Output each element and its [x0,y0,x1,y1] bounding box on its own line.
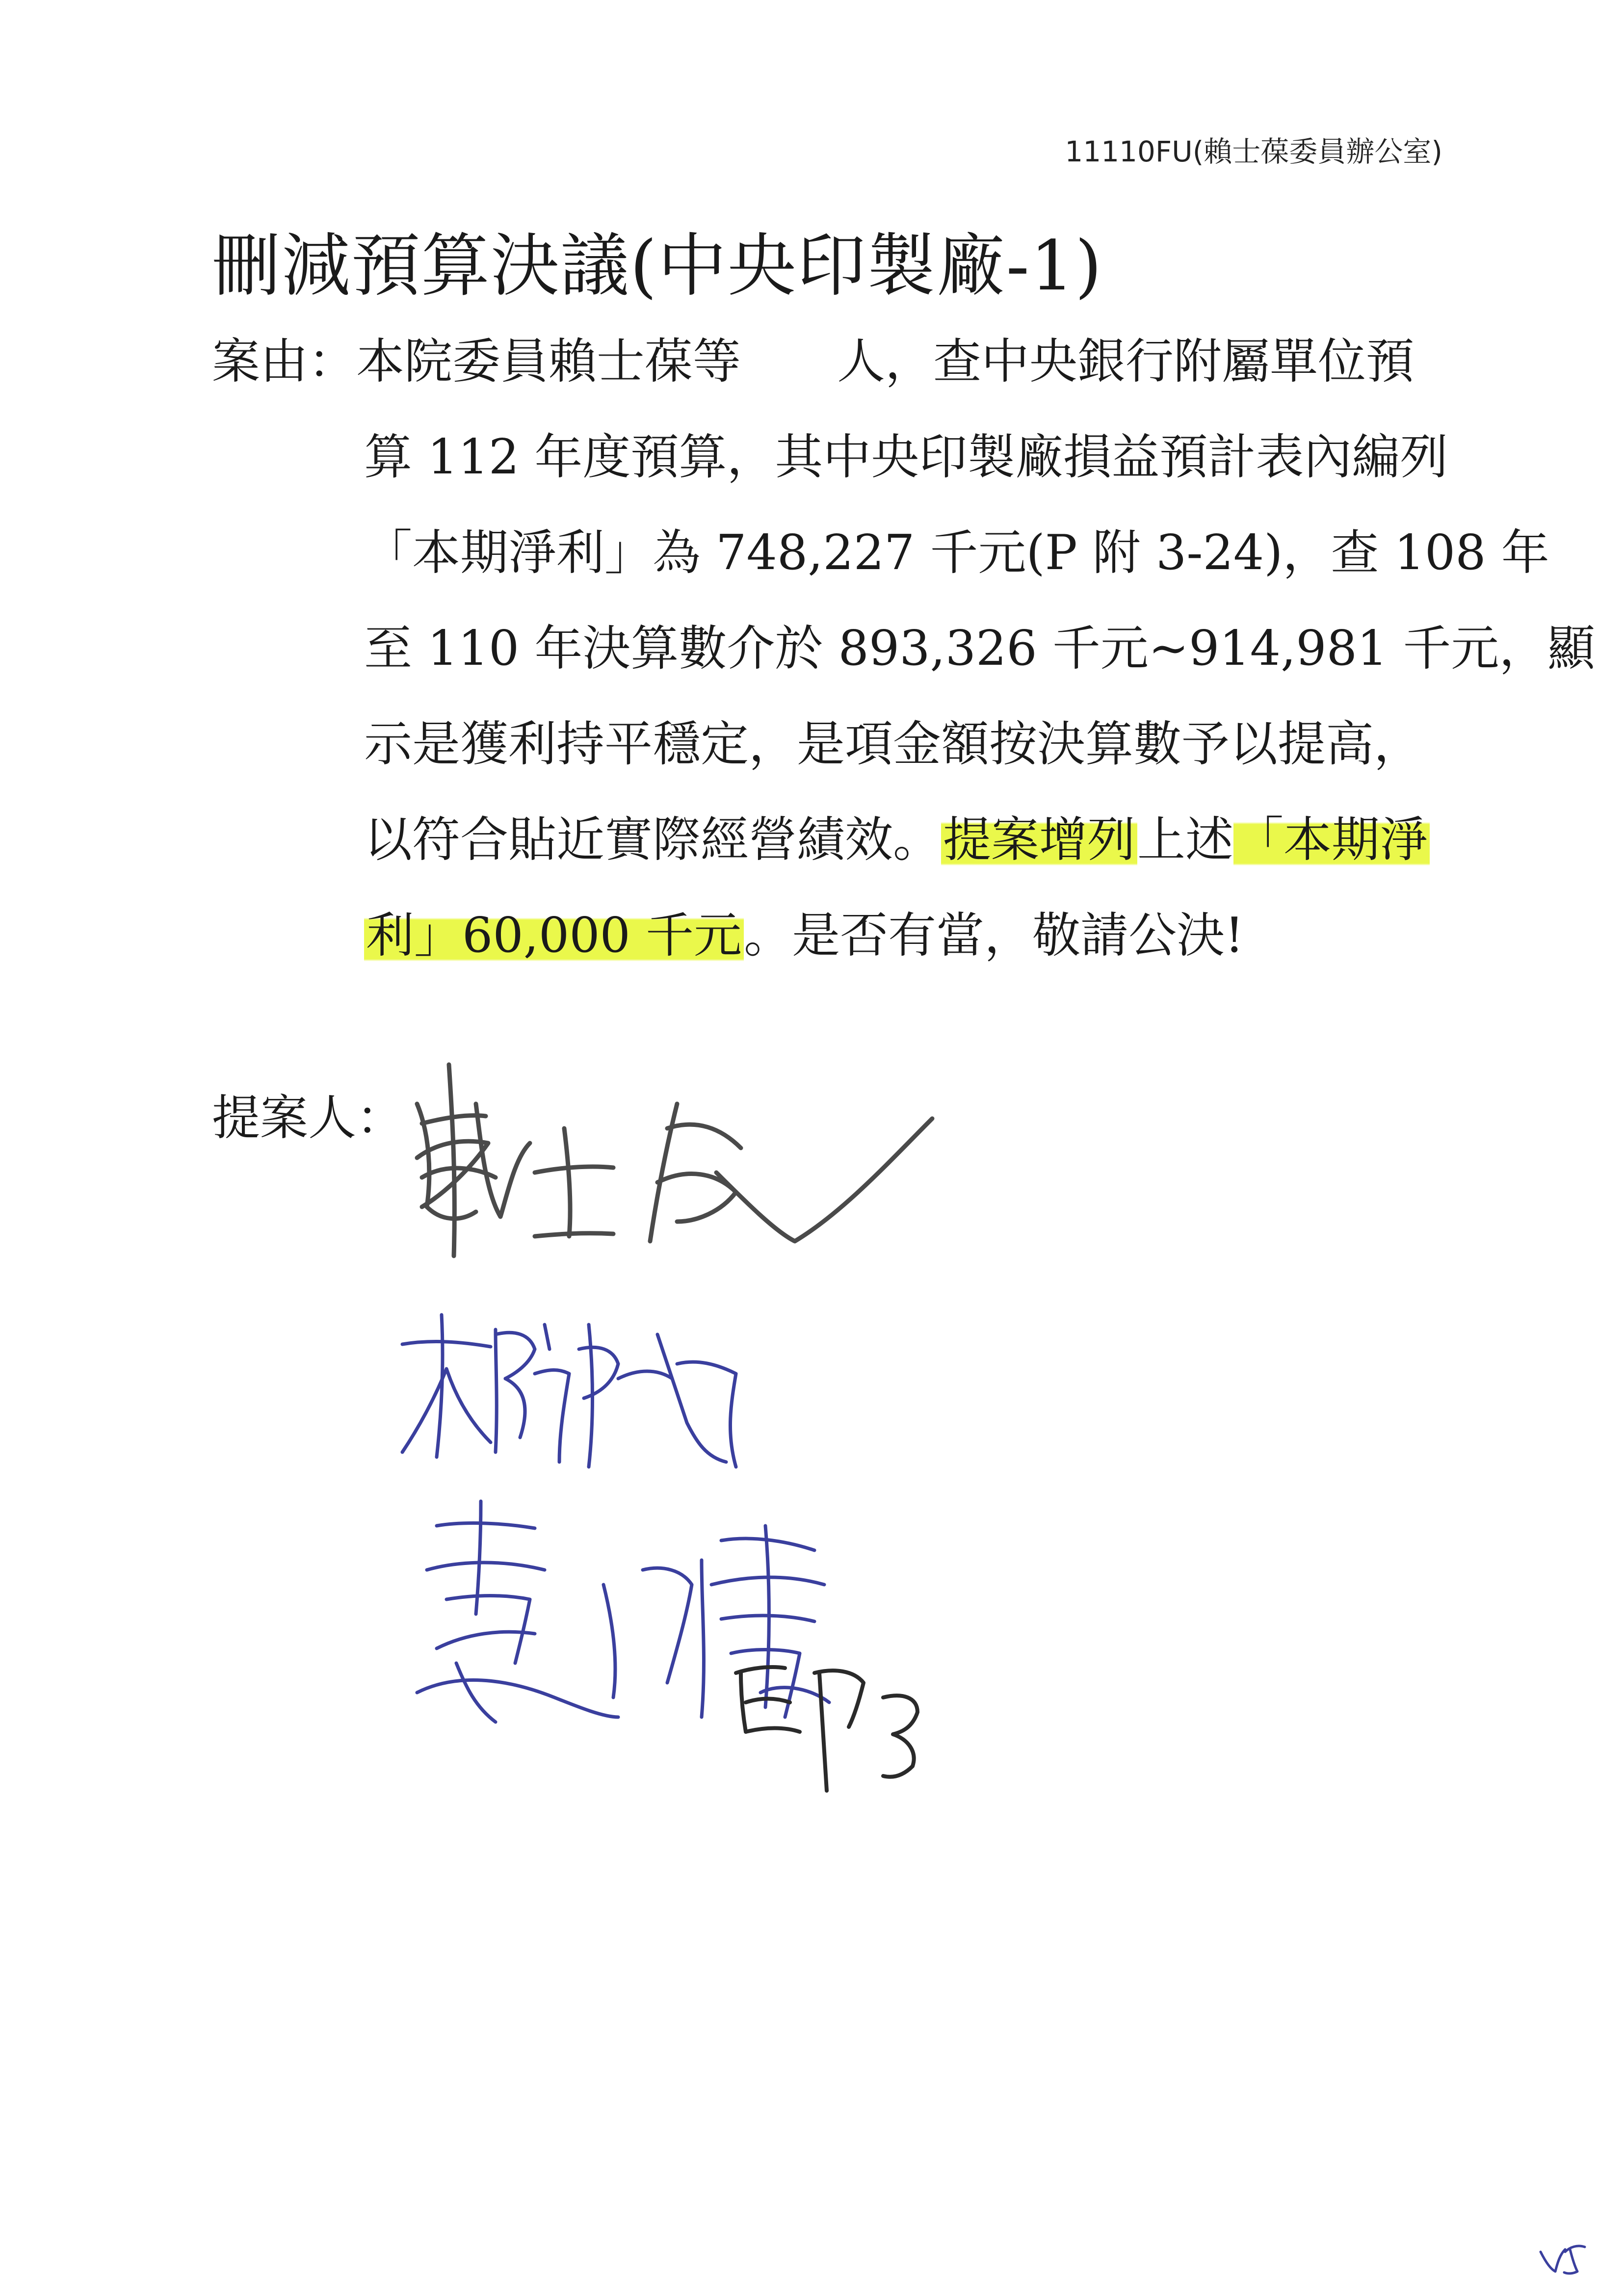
signature-1 [402,1045,942,1300]
reason-line-7 [212,888,1458,984]
reason-line-1 [212,314,1458,410]
document-code: 11110FU(賴士葆委員辦公室) [1065,135,1442,168]
highlighted-text: 提案增列 [941,812,1137,868]
reason-text-7: 。是否有當，敬請公決! [744,908,1244,964]
proposer-label: 提案人： [212,1090,405,1146]
reason-text-6b: 上述 [1137,812,1234,868]
reason-line-2: 算 112 年度預算，其中央印製廠損益預計表內編列 [364,429,1448,485]
highlighted-text: 「本期淨 [1233,812,1430,868]
reason-text-6a: 以符合貼近實際經營績效。 [364,812,942,868]
reason-line-3: 「本期淨利」為 748,227 千元(P 附 3-24)，查 108 年 [364,525,1549,581]
highlighted-text: 利」60,000 千元 [364,908,744,964]
reason-line-4: 至 110 年決算數介於 893,326 千元~914,981 千元，顯 [364,621,1596,677]
signature-2 [383,1295,785,1491]
reason-line-6 [212,792,1458,888]
reason-label: 案由： [212,334,357,390]
page-title: 刪減預算決議(中央印製廠-1) [212,226,1103,306]
corner-mark [1536,2237,1590,2281]
reason-block [212,314,1596,984]
reason-line-5: 示是獲利持平穩定，是項金額按決算數予以提高， [364,716,1422,772]
handwritten-note [707,1644,932,1805]
reason-text-1: 本院委員賴士葆等 人，查中央銀行附屬單位預 [356,334,1414,390]
